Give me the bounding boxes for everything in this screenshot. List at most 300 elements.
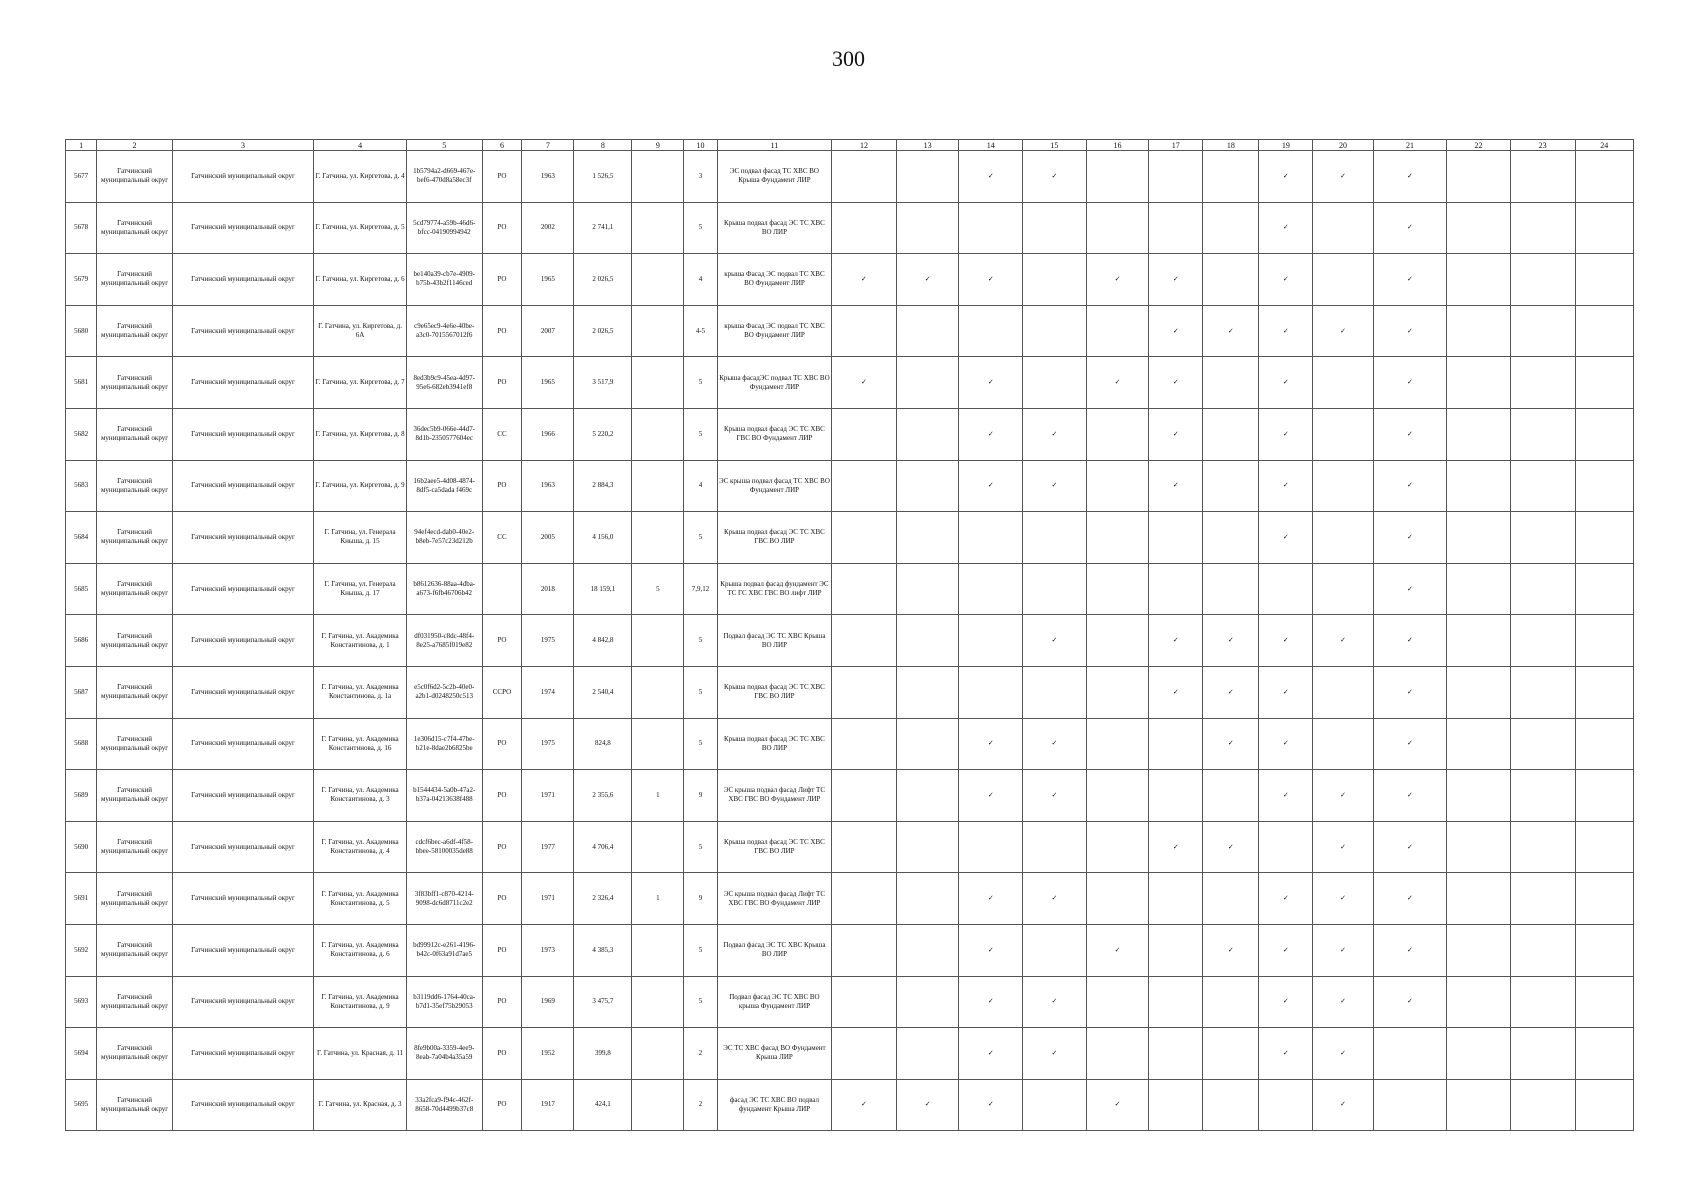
cell-col-5: e5c0f6d2-5c2b-40e0-a2b1-d0248250c513 (406, 666, 482, 718)
empty-cell-col-22 (1447, 305, 1511, 357)
cell-col-8: 824,8 (574, 718, 632, 770)
cell-col-10: 5 (684, 357, 717, 409)
cell-col-1: 5685 (66, 563, 97, 615)
cell-col-7: 1971 (522, 770, 574, 822)
table-row (66, 976, 1634, 1028)
cell-col-11: ЭС крыша подвал фасад ТС ХВС ВО Фундамент ЛИР (717, 460, 831, 512)
check-mark-icon: ✓ (896, 1079, 959, 1131)
cell-col-5: c9e65ec9-4e6e-40be-a3c0-7015567012f6 (406, 305, 482, 357)
check-mark-icon: ✓ (1373, 151, 1446, 203)
table-row (66, 460, 1634, 512)
check-mark-icon: ✓ (959, 151, 1023, 203)
cell-col-8: 2 741,1 (574, 202, 632, 254)
empty-cell-col-15 (1023, 821, 1087, 873)
column-header-19: 19 (1259, 140, 1313, 151)
table-row (66, 1028, 1634, 1080)
empty-cell-col-16 (1086, 821, 1149, 873)
cell-col-6: РО (482, 357, 522, 409)
cell-col-6: СС (482, 512, 522, 564)
cell-col-4: Г. Гатчина, ул. Красная, д. 3 (314, 1079, 407, 1131)
cell-col-4: Г. Гатчина, ул. Академика Константинова, д. 9 (314, 976, 407, 1028)
cell-col-9 (632, 718, 684, 770)
cell-col-8: 18 159,1 (574, 563, 632, 615)
empty-cell-col-22 (1447, 873, 1511, 925)
cell-col-4: Г. Гатчина, ул. Киргетова, д. 6А (314, 305, 407, 357)
cell-col-4: Г. Гатчина, ул. Академика Константинова, д. 6 (314, 924, 407, 976)
cell-col-11: крыша Фасад ЭС подвал ТС ХВС ВО Фундамент ЛИР (717, 254, 831, 306)
check-mark-icon: ✓ (1086, 254, 1149, 306)
empty-cell-col-23 (1510, 873, 1575, 925)
check-mark-icon: ✓ (1373, 202, 1446, 254)
cell-col-5: b1544434-5a0b-47a2-b37a-04213638f488 (406, 770, 482, 822)
cell-col-5: 5cd79774-a59b-46d6-bfcc-04190994942 (406, 202, 482, 254)
empty-cell-col-23 (1510, 460, 1575, 512)
cell-col-10: 3 (684, 151, 717, 203)
empty-cell-col-18 (1203, 151, 1259, 203)
check-mark-icon: ✓ (1023, 873, 1087, 925)
cell-col-10: 5 (684, 821, 717, 873)
check-mark-icon: ✓ (1149, 821, 1203, 873)
empty-cell-col-17 (1149, 873, 1203, 925)
empty-cell-col-22 (1447, 151, 1511, 203)
empty-cell-col-12 (832, 151, 897, 203)
empty-cell-col-22 (1447, 924, 1511, 976)
cell-col-7: 2002 (522, 202, 574, 254)
table-row (66, 821, 1634, 873)
check-mark-icon: ✓ (1373, 976, 1446, 1028)
empty-cell-col-14 (959, 512, 1023, 564)
empty-cell-col-16 (1086, 305, 1149, 357)
empty-cell-col-17 (1149, 1028, 1203, 1080)
cell-col-3: Гатчинский муниципальный округ (172, 408, 313, 460)
empty-cell-col-23 (1510, 202, 1575, 254)
column-header-15: 15 (1023, 140, 1087, 151)
check-mark-icon: ✓ (1373, 357, 1446, 409)
column-header-16: 16 (1086, 140, 1149, 151)
empty-cell-col-24 (1575, 1079, 1633, 1131)
cell-col-1: 5691 (66, 873, 97, 925)
cell-col-4: Г. Гатчина, ул. Академика Константинова, д. 1а (314, 666, 407, 718)
column-header-11: 11 (717, 140, 831, 151)
cell-col-9 (632, 615, 684, 667)
column-header-20: 20 (1313, 140, 1373, 151)
cell-col-5: 1e306d15-c7f4-47be-b21e-8dae2b6825be (406, 718, 482, 770)
cell-col-6: РО (482, 615, 522, 667)
column-header-10: 10 (684, 140, 717, 151)
cell-col-1: 5681 (66, 357, 97, 409)
cell-col-8: 424,1 (574, 1079, 632, 1131)
check-mark-icon: ✓ (1149, 305, 1203, 357)
empty-cell-col-15 (1023, 202, 1087, 254)
empty-cell-col-12 (832, 666, 897, 718)
cell-col-10: 2 (684, 1079, 717, 1131)
cell-col-6: РО (482, 873, 522, 925)
empty-cell-col-22 (1447, 357, 1511, 409)
cell-col-10: 2 (684, 1028, 717, 1080)
cell-col-6: РО (482, 821, 522, 873)
page-number: 300 (832, 46, 865, 71)
cell-col-3: Гатчинский муниципальный округ (172, 512, 313, 564)
cell-col-8: 5 220,2 (574, 408, 632, 460)
empty-cell-col-20 (1313, 408, 1373, 460)
empty-cell-col-23 (1510, 151, 1575, 203)
check-mark-icon: ✓ (1203, 666, 1259, 718)
cell-col-8: 4 156,0 (574, 512, 632, 564)
empty-cell-col-16 (1086, 976, 1149, 1028)
empty-cell-col-24 (1575, 460, 1633, 512)
cell-col-2: Гатчинский муниципальный округ (97, 357, 173, 409)
cell-col-2: Гатчинский муниципальный округ (97, 615, 173, 667)
empty-cell-col-16 (1086, 512, 1149, 564)
empty-cell-col-13 (896, 718, 959, 770)
empty-cell-col-14 (959, 305, 1023, 357)
empty-cell-col-22 (1447, 202, 1511, 254)
empty-cell-col-17 (1149, 202, 1203, 254)
empty-cell-col-18 (1203, 408, 1259, 460)
check-mark-icon: ✓ (1373, 305, 1446, 357)
empty-cell-col-20 (1313, 357, 1373, 409)
empty-cell-col-13 (896, 460, 959, 512)
table-row (66, 666, 1634, 718)
cell-col-5: 8ed3b9c9-45ea-4d97-95e6-682eb3941ef8 (406, 357, 482, 409)
cell-col-11: ЭС крыша подвал фасад Лифт ТС ХВС ГВС ВО Фундамент ЛИР (717, 873, 831, 925)
cell-col-10: 4-5 (684, 305, 717, 357)
cell-col-8: 2 026,5 (574, 305, 632, 357)
column-header-1: 1 (66, 140, 97, 151)
cell-col-5: 16b2aee5-4d08-4874-8df5-ca5dada f469c (406, 460, 482, 512)
cell-col-3: Гатчинский муниципальный округ (172, 151, 313, 203)
cell-col-4: Г. Гатчина, ул. Генерала Кныша, д. 17 (314, 563, 407, 615)
empty-cell-col-22 (1447, 615, 1511, 667)
cell-col-4: Г. Гатчина, ул. Киргетова, д. 4 (314, 151, 407, 203)
check-mark-icon: ✓ (959, 1079, 1023, 1131)
check-mark-icon: ✓ (1373, 666, 1446, 718)
check-mark-icon: ✓ (1023, 408, 1087, 460)
check-mark-icon: ✓ (1023, 151, 1087, 203)
check-mark-icon: ✓ (1259, 770, 1313, 822)
cell-col-1: 5680 (66, 305, 97, 357)
empty-cell-col-22 (1447, 976, 1511, 1028)
empty-cell-col-22 (1447, 512, 1511, 564)
check-mark-icon: ✓ (1313, 770, 1373, 822)
check-mark-icon: ✓ (1149, 408, 1203, 460)
empty-cell-col-12 (832, 770, 897, 822)
empty-cell-col-24 (1575, 1028, 1633, 1080)
cell-col-8: 399,8 (574, 1028, 632, 1080)
empty-cell-col-20 (1313, 512, 1373, 564)
empty-cell-col-23 (1510, 305, 1575, 357)
cell-col-9 (632, 1028, 684, 1080)
check-mark-icon: ✓ (1023, 1028, 1087, 1080)
cell-col-11: Крыша подвал фасад ЭС ТС ХВС ГВС ВО Фундамент ЛИР (717, 408, 831, 460)
empty-cell-col-24 (1575, 976, 1633, 1028)
check-mark-icon: ✓ (1373, 821, 1446, 873)
cell-col-6: ССРО (482, 666, 522, 718)
cell-col-8: 2 355,6 (574, 770, 632, 822)
empty-cell-col-23 (1510, 512, 1575, 564)
cell-col-6: РО (482, 151, 522, 203)
empty-cell-col-17 (1149, 770, 1203, 822)
cell-col-6: РО (482, 976, 522, 1028)
empty-cell-col-17 (1149, 1079, 1203, 1131)
empty-cell-col-23 (1510, 1028, 1575, 1080)
cell-col-9 (632, 976, 684, 1028)
cell-col-7: 1965 (522, 357, 574, 409)
column-header-9: 9 (632, 140, 684, 151)
empty-cell-col-24 (1575, 821, 1633, 873)
cell-col-3: Гатчинский муниципальный округ (172, 357, 313, 409)
cell-col-5: 94ef4ecd-dab0-40e2-b8eb-7e57c23d212b (406, 512, 482, 564)
cell-col-4: Г. Гатчина, ул. Академика Константинова, д. 3 (314, 770, 407, 822)
check-mark-icon: ✓ (1149, 460, 1203, 512)
empty-cell-col-22 (1447, 1079, 1511, 1131)
cell-col-9 (632, 305, 684, 357)
check-mark-icon: ✓ (1259, 666, 1313, 718)
check-mark-icon: ✓ (1373, 615, 1446, 667)
empty-cell-col-23 (1510, 666, 1575, 718)
check-mark-icon: ✓ (1259, 1028, 1313, 1080)
check-mark-icon: ✓ (1259, 512, 1313, 564)
check-mark-icon: ✓ (1023, 770, 1087, 822)
cell-col-1: 5688 (66, 718, 97, 770)
empty-cell-col-17 (1149, 563, 1203, 615)
cell-col-7: 2007 (522, 305, 574, 357)
cell-col-10: 5 (684, 512, 717, 564)
cell-col-10: 5 (684, 615, 717, 667)
empty-cell-col-13 (896, 563, 959, 615)
check-mark-icon: ✓ (1313, 1028, 1373, 1080)
empty-cell-col-18 (1203, 1028, 1259, 1080)
cell-col-8: 4 842,8 (574, 615, 632, 667)
cell-col-9 (632, 821, 684, 873)
check-mark-icon: ✓ (896, 254, 959, 306)
cell-col-1: 5684 (66, 512, 97, 564)
cell-col-8: 2 540,4 (574, 666, 632, 718)
cell-col-7: 1974 (522, 666, 574, 718)
check-mark-icon: ✓ (1373, 718, 1446, 770)
cell-col-11: Крыша подвал фасад ЭС ТС ХВС ГВС ВО ЛИР (717, 666, 831, 718)
column-header-5: 5 (406, 140, 482, 151)
cell-col-1: 5692 (66, 924, 97, 976)
cell-col-11: ЭС ТС ХВС фасад ВО Фундамент Крыша ЛИР (717, 1028, 831, 1080)
empty-cell-col-13 (896, 976, 959, 1028)
check-mark-icon: ✓ (1373, 460, 1446, 512)
cell-col-3: Гатчинский муниципальный округ (172, 563, 313, 615)
check-mark-icon: ✓ (959, 924, 1023, 976)
empty-cell-col-23 (1510, 254, 1575, 306)
table-row (66, 1079, 1634, 1131)
cell-col-6 (482, 563, 522, 615)
check-mark-icon: ✓ (1373, 770, 1446, 822)
empty-cell-col-14 (959, 563, 1023, 615)
empty-cell-col-24 (1575, 512, 1633, 564)
cell-col-5: 33a2fca9-f94c-462f-8658-70d4499b37c8 (406, 1079, 482, 1131)
empty-cell-col-15 (1023, 924, 1087, 976)
cell-col-3: Гатчинский муниципальный округ (172, 1028, 313, 1080)
cell-col-2: Гатчинский муниципальный округ (97, 821, 173, 873)
check-mark-icon: ✓ (1149, 357, 1203, 409)
check-mark-icon: ✓ (1259, 615, 1313, 667)
empty-cell-col-20 (1313, 460, 1373, 512)
cell-col-2: Гатчинский муниципальный округ (97, 512, 173, 564)
empty-cell-col-16 (1086, 1028, 1149, 1080)
empty-cell-col-20 (1313, 563, 1373, 615)
empty-cell-col-13 (896, 615, 959, 667)
cell-col-7: 1963 (522, 151, 574, 203)
empty-cell-col-24 (1575, 666, 1633, 718)
table-row (66, 718, 1634, 770)
empty-cell-col-12 (832, 718, 897, 770)
table-row (66, 305, 1634, 357)
check-mark-icon: ✓ (1373, 408, 1446, 460)
cell-col-1: 5678 (66, 202, 97, 254)
check-mark-icon: ✓ (959, 718, 1023, 770)
check-mark-icon: ✓ (1259, 924, 1313, 976)
empty-cell-col-16 (1086, 202, 1149, 254)
empty-cell-col-16 (1086, 873, 1149, 925)
column-header-24: 24 (1575, 140, 1633, 151)
empty-cell-col-18 (1203, 873, 1259, 925)
cell-col-2: Гатчинский муниципальный округ (97, 1028, 173, 1080)
empty-cell-col-20 (1313, 718, 1373, 770)
empty-cell-col-12 (832, 924, 897, 976)
cell-col-10: 9 (684, 770, 717, 822)
empty-cell-col-20 (1313, 666, 1373, 718)
table-row (66, 408, 1634, 460)
cell-col-10: 5 (684, 924, 717, 976)
cell-col-10: 4 (684, 254, 717, 306)
empty-cell-col-23 (1510, 357, 1575, 409)
empty-cell-col-22 (1447, 666, 1511, 718)
column-header-6: 6 (482, 140, 522, 151)
empty-cell-col-16 (1086, 770, 1149, 822)
empty-cell-col-15 (1023, 305, 1087, 357)
cell-col-2: Гатчинский муниципальный округ (97, 202, 173, 254)
cell-col-9 (632, 408, 684, 460)
cell-col-5: 36dec5b9-066e-44d7-8d1b-2350577604ec (406, 408, 482, 460)
empty-cell-col-15 (1023, 254, 1087, 306)
cell-col-5: df031950-c8dc-48f4-8e25-a7685f019e82 (406, 615, 482, 667)
cell-col-3: Гатчинский муниципальный округ (172, 976, 313, 1028)
cell-col-4: Г. Гатчина, ул. Красная, д. 11 (314, 1028, 407, 1080)
cell-col-4: Г. Гатчина, ул. Академика Константинова, д. 16 (314, 718, 407, 770)
check-mark-icon: ✓ (1259, 976, 1313, 1028)
check-mark-icon: ✓ (959, 254, 1023, 306)
cell-col-3: Гатчинский муниципальный округ (172, 460, 313, 512)
empty-cell-col-22 (1447, 821, 1511, 873)
cell-col-10: 9 (684, 873, 717, 925)
empty-cell-col-24 (1575, 563, 1633, 615)
cell-col-11: Крыша фасадЭС подвал ТС ХВС ВО Фундамент ЛИР (717, 357, 831, 409)
check-mark-icon: ✓ (1149, 666, 1203, 718)
cell-col-1: 5690 (66, 821, 97, 873)
check-mark-icon: ✓ (1259, 460, 1313, 512)
cell-col-7: 2005 (522, 512, 574, 564)
empty-cell-col-12 (832, 408, 897, 460)
column-header-3: 3 (172, 140, 313, 151)
empty-cell-col-18 (1203, 460, 1259, 512)
cell-col-4: Г. Гатчина, ул. Киргетова, д. 5 (314, 202, 407, 254)
cell-col-9 (632, 512, 684, 564)
cell-col-4: Г. Гатчина, ул. Киргетова, д. 6 (314, 254, 407, 306)
empty-cell-col-24 (1575, 718, 1633, 770)
column-header-7: 7 (522, 140, 574, 151)
check-mark-icon: ✓ (1149, 254, 1203, 306)
empty-cell-col-15 (1023, 512, 1087, 564)
table-row (66, 770, 1634, 822)
cell-col-5: be140a39-cb7e-4909-b75b-43b2f1146ced (406, 254, 482, 306)
cell-col-7: 1977 (522, 821, 574, 873)
check-mark-icon: ✓ (832, 357, 897, 409)
table-row (66, 873, 1634, 925)
empty-cell-col-14 (959, 666, 1023, 718)
cell-col-2: Гатчинский муниципальный округ (97, 873, 173, 925)
check-mark-icon: ✓ (1313, 151, 1373, 203)
cell-col-4: Г. Гатчина, ул. Киргетова, д. 9 (314, 460, 407, 512)
cell-col-7: 1966 (522, 408, 574, 460)
empty-cell-col-23 (1510, 563, 1575, 615)
check-mark-icon: ✓ (1023, 615, 1087, 667)
empty-cell-col-24 (1575, 770, 1633, 822)
empty-cell-col-24 (1575, 305, 1633, 357)
cell-col-4: Г. Гатчина, ул. Академика Константинова, д. 4 (314, 821, 407, 873)
cell-col-7: 1969 (522, 976, 574, 1028)
check-mark-icon: ✓ (1313, 821, 1373, 873)
empty-cell-col-20 (1313, 254, 1373, 306)
check-mark-icon: ✓ (1203, 718, 1259, 770)
check-mark-icon: ✓ (1203, 305, 1259, 357)
empty-cell-col-13 (896, 821, 959, 873)
table-row (66, 563, 1634, 615)
cell-col-3: Гатчинский муниципальный округ (172, 615, 313, 667)
check-mark-icon: ✓ (1373, 924, 1446, 976)
empty-cell-col-13 (896, 202, 959, 254)
empty-cell-col-13 (896, 512, 959, 564)
empty-cell-col-18 (1203, 357, 1259, 409)
empty-cell-col-12 (832, 873, 897, 925)
cell-col-11: Крыша подвал фасад фундамент ЭС ТС ГС ХВС ГВС ВО лифт ЛИР (717, 563, 831, 615)
cell-col-11: ЭС крыша подвал фасад Лифт ТС ХВС ГВС ВО Фундамент ЛИР (717, 770, 831, 822)
empty-cell-col-21 (1373, 1028, 1446, 1080)
cell-col-1: 5687 (66, 666, 97, 718)
check-mark-icon: ✓ (832, 1079, 897, 1131)
empty-cell-col-24 (1575, 254, 1633, 306)
empty-cell-col-23 (1510, 1079, 1575, 1131)
empty-cell-col-24 (1575, 924, 1633, 976)
cell-col-6: РО (482, 1028, 522, 1080)
empty-cell-col-19 (1259, 821, 1313, 873)
cell-col-3: Гатчинский муниципальный округ (172, 924, 313, 976)
empty-cell-col-23 (1510, 718, 1575, 770)
header-row (66, 140, 1634, 151)
cell-col-6: РО (482, 202, 522, 254)
cell-col-11: Крыша подвал фасад ЭС ТС ХВС ВО ЛИР (717, 718, 831, 770)
cell-col-6: РО (482, 1079, 522, 1131)
check-mark-icon: ✓ (1203, 615, 1259, 667)
table-row (66, 202, 1634, 254)
cell-col-1: 5689 (66, 770, 97, 822)
empty-cell-col-13 (896, 666, 959, 718)
empty-cell-col-17 (1149, 151, 1203, 203)
cell-col-11: Подвал фасад ЭС ТС ХВС Крыша ВО ЛИР (717, 924, 831, 976)
empty-cell-col-23 (1510, 976, 1575, 1028)
cell-col-10: 5 (684, 976, 717, 1028)
cell-col-6: РО (482, 718, 522, 770)
cell-col-3: Гатчинский муниципальный округ (172, 254, 313, 306)
empty-cell-col-12 (832, 976, 897, 1028)
empty-cell-col-12 (832, 821, 897, 873)
cell-col-8: 4 706,4 (574, 821, 632, 873)
